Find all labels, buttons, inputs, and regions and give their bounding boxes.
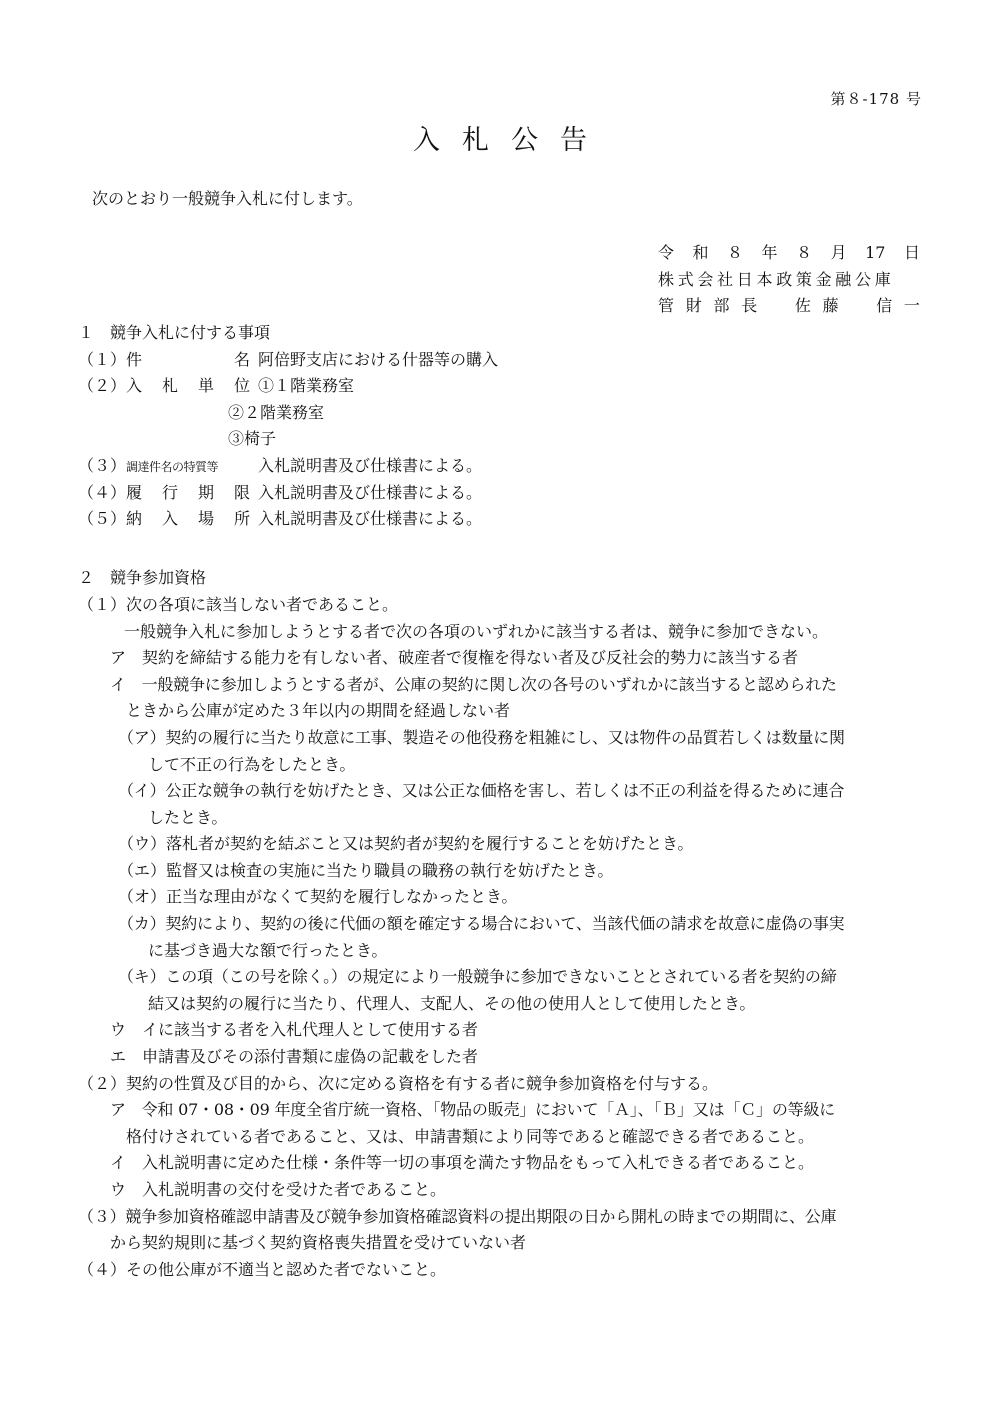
list-item: ③椅子: [228, 429, 277, 449]
list-item: 一般競争入札に参加しようとする者で次の各項のいずれかに該当する者は、競争に参加できない。: [124, 621, 829, 641]
list-item: 格付けされている者であること、又は、申請書類により同等であると確認できる者であること。: [126, 1126, 815, 1146]
list-item: （キ）この項（この号を除く。）の規定により一般競争に参加できないこととされている者を契約の締: [118, 967, 837, 987]
list-item: ウ 入札説明書の交付を受けた者であること。: [110, 1180, 447, 1199]
list-item: したとき。: [148, 807, 228, 827]
list-item: から契約規則に基づく契約資格喪失措置を受けていない者: [110, 1233, 527, 1253]
document-number: 第８-178 号: [830, 90, 922, 108]
list-item: （エ）監督又は検査の実施に当たり職員の職務の執行を妨げたとき。: [118, 860, 614, 880]
list-item: に基づき過大な額で行ったとき。: [148, 940, 388, 960]
section-heading: １ 競争入札に付する事項: [78, 323, 271, 342]
issuer-organization: 株式会社日本政策金融公庫: [658, 269, 895, 289]
list-item: エ 申請書及びその添付書類に虚偽の記載をした者: [110, 1047, 479, 1067]
list-item: （４）その他公庫が不適当と認めた者でないこと。: [78, 1259, 447, 1279]
issuer-block: [658, 240, 920, 320]
list-item: （４） 履 行 期 限 入札説明書及び仕様書による。: [78, 482, 483, 502]
issue-date: 令 和 ８ 年 ８ 月 17 日: [658, 243, 920, 262]
list-item: ア 令和 07・08・09 年度全省庁統一資格、「物品の販売」において「Ａ」、「Ｂ」又は「Ｃ」の等級に: [110, 1100, 836, 1120]
list-item: して不正の行為をしたとき。: [148, 754, 356, 774]
list-item: ②２階業務室: [228, 402, 325, 422]
page-title: 入札公告: [413, 125, 609, 156]
notice-body: [78, 320, 938, 1283]
list-item: （２） 入 札 単 位 ①１階業務室: [78, 376, 355, 396]
list-item: イ 入札説明書に定めた仕様・条件等一切の事項を満たす物品をもって入札できる者であること。: [110, 1153, 815, 1173]
list-item: ときから公庫が定めた３年以内の期間を経過しない者: [126, 701, 511, 721]
list-item: （２）契約の性質及び目的から、次に定める資格を有する者に競争参加資格を付与する。: [78, 1073, 719, 1093]
list-item: （イ）公正な競争の執行を妨げたとき、又は公正な価格を害し、若しくは不正の利益を得るために連合: [118, 781, 845, 801]
list-item: （ア）契約の履行に当たり故意に工事、製造その他役務を粗雑にし、又は物件の品質若しくは数量に関: [118, 727, 845, 747]
list-item: ウ イに該当する者を入札代理人として使用する者: [110, 1020, 479, 1040]
issuer-person: 管 財 部 長 佐 藤 信 一: [658, 296, 920, 316]
list-item: （３）調達件名の特質等 入札説明書及び仕様書による。: [78, 455, 483, 475]
list-item: （カ）契約により、契約の後に代価の額を確定する場合において、当該代価の請求を故意に虚偽の事実: [118, 914, 845, 934]
list-item: 結又は契約の履行に当たり、代理人、支配人、その他の使用人として使用したとき。: [148, 993, 756, 1013]
list-item: （オ）正当な理由がなくて契約を履行しなかったとき。: [118, 887, 518, 907]
list-item: （ウ）落札者が契約を結ぶこと又は契約者が契約を履行することを妨げたとき。: [118, 834, 694, 854]
list-item: （１）次の各項に該当しない者であること。: [78, 594, 399, 614]
list-item: （５） 納 入 場 所 入札説明書及び仕様書による。: [78, 509, 483, 529]
section-heading: ２ 競争参加資格: [78, 568, 207, 588]
list-item: （３）競争参加資格確認申請書及び競争参加資格確認資料の提出期限の日から開札の時までの期間に、公庫: [78, 1206, 837, 1226]
list-item: イ 一般競争に参加しようとする者が、公庫の契約に関し次の各号のいずれかに該当すると認められた: [110, 674, 837, 694]
intro-text: 次のとおり一般競争入札に付します。: [92, 189, 363, 208]
list-item: （１） 件 名 阿倍野支店における什器等の購入: [78, 349, 499, 369]
list-item: ア 契約を締結する能力を有しない者、破産者で復権を得ない者及び反社会的勢力に該当する者: [110, 648, 799, 668]
